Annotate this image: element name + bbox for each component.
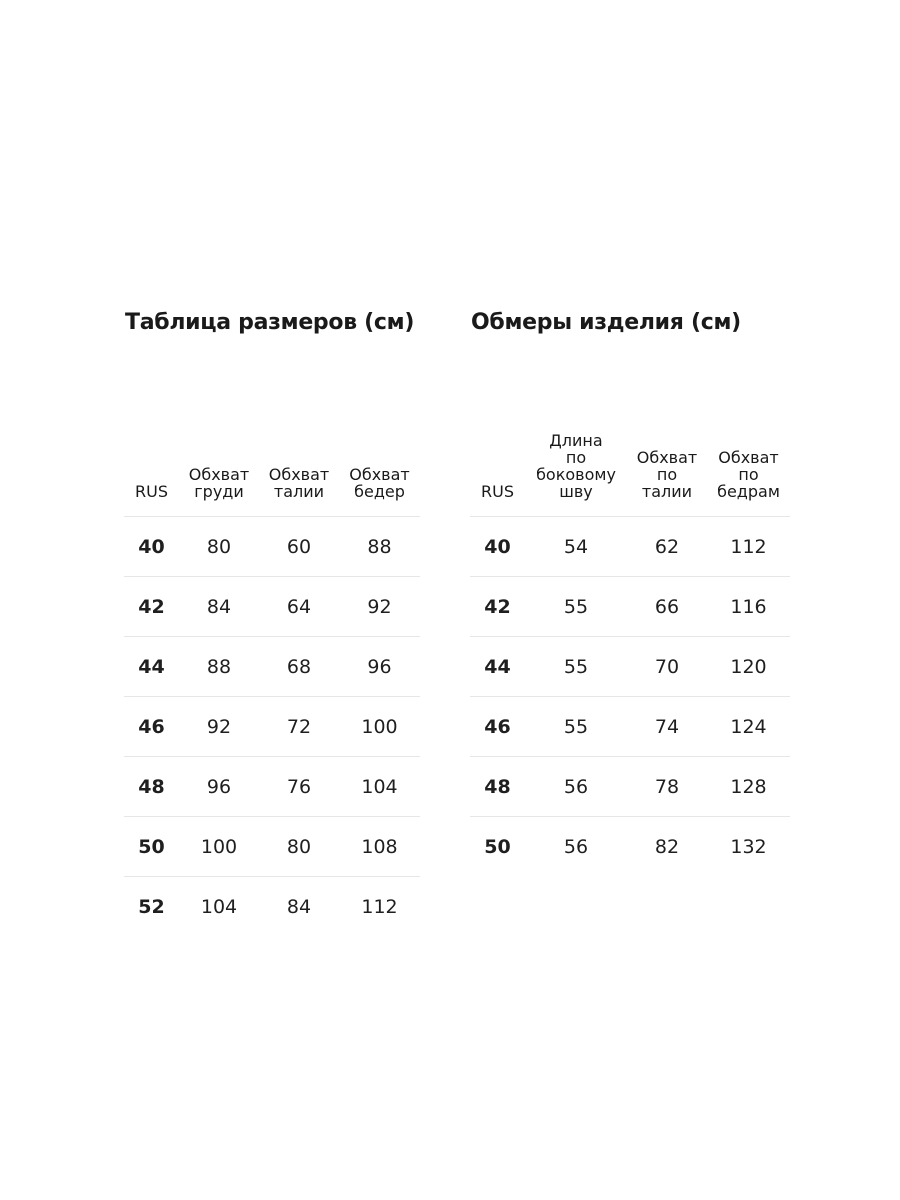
value-cell: 64 <box>259 577 339 637</box>
value-cell: 116 <box>707 577 790 637</box>
size-cell: 44 <box>470 637 525 697</box>
column-header <box>627 412 707 517</box>
size-cell: 50 <box>124 817 179 877</box>
column-header-line: по <box>738 465 759 484</box>
column-header-line: шву <box>559 482 593 501</box>
value-cell: 66 <box>627 577 707 637</box>
value-cell: 80 <box>179 517 259 577</box>
table-row <box>124 817 420 877</box>
size-table-title: Таблица размеров (см) <box>125 310 415 335</box>
value-cell: 56 <box>525 757 627 817</box>
value-cell: 104 <box>339 757 420 817</box>
value-cell: 96 <box>339 637 420 697</box>
size-cell: 40 <box>470 517 525 577</box>
column-header-line: Обхват <box>636 448 698 467</box>
value-cell: 76 <box>259 757 339 817</box>
table-row <box>470 577 790 637</box>
value-cell: 112 <box>361 895 398 918</box>
column-header <box>470 412 525 517</box>
value-cell: 68 <box>259 637 339 697</box>
garment-table-body <box>470 517 790 877</box>
column-header-line: талии <box>273 482 325 501</box>
value-cell: 100 <box>339 697 420 757</box>
table-row <box>470 517 790 577</box>
value-cell: 84 <box>179 577 259 637</box>
value-cell: 80 <box>259 817 339 877</box>
value-cell: 96 <box>179 757 259 817</box>
table-row <box>470 637 790 697</box>
value-cell: 82 <box>654 835 680 858</box>
column-header <box>525 412 627 517</box>
column-header <box>339 412 420 517</box>
size-cell: 50 <box>484 835 511 858</box>
value-cell: 100 <box>179 817 259 877</box>
column-header-line: RUS <box>135 482 168 501</box>
column-header-line: бедер <box>354 482 405 501</box>
size-table-header-row <box>124 412 420 517</box>
value-cell: 92 <box>339 577 420 637</box>
column-header-line: талии <box>641 482 693 501</box>
table-row <box>124 757 420 817</box>
column-header-line: по <box>656 465 678 484</box>
size-table <box>124 412 420 936</box>
table-row <box>124 637 420 697</box>
value-cell: 55 <box>525 697 627 757</box>
value-cell: 108 <box>339 817 420 877</box>
table-row <box>124 577 420 637</box>
column-header-line: бедрам <box>717 482 780 501</box>
table-row <box>124 877 420 937</box>
table-row <box>470 757 790 817</box>
table-row <box>124 697 420 757</box>
size-cell: 44 <box>124 637 179 697</box>
column-header-line: Обхват <box>349 465 410 484</box>
value-cell: 78 <box>627 757 707 817</box>
garment-table-header-row <box>470 412 790 517</box>
table-row <box>470 817 790 877</box>
column-header <box>124 412 179 517</box>
value-cell: 132 <box>730 835 767 858</box>
size-cell: 48 <box>124 757 179 817</box>
value-cell: 72 <box>259 697 339 757</box>
value-cell: 128 <box>707 757 790 817</box>
value-cell: 55 <box>525 637 627 697</box>
value-cell: 88 <box>339 517 420 577</box>
size-cell: 46 <box>124 697 179 757</box>
value-cell: 88 <box>179 637 259 697</box>
column-header-line: Обхват <box>718 448 779 467</box>
table-row <box>124 517 420 577</box>
value-cell: 74 <box>627 697 707 757</box>
size-cell: 48 <box>470 757 525 817</box>
column-header <box>259 412 339 517</box>
value-cell: 56 <box>563 835 589 858</box>
size-cell: 46 <box>470 697 525 757</box>
value-cell: 70 <box>627 637 707 697</box>
column-header-line: по <box>565 448 587 467</box>
value-cell: 62 <box>627 517 707 577</box>
value-cell: 112 <box>707 517 790 577</box>
value-cell: 84 <box>286 895 312 918</box>
value-cell: 104 <box>200 895 238 918</box>
column-header-line: Обхват <box>188 465 250 484</box>
garment-table-title: Обмеры изделия (см) <box>471 310 741 335</box>
size-cell: 42 <box>470 577 525 637</box>
column-header-line: RUS <box>481 482 514 501</box>
value-cell: 60 <box>259 517 339 577</box>
value-cell: 92 <box>179 697 259 757</box>
size-cell: 40 <box>124 517 179 577</box>
size-cell: 52 <box>138 895 165 918</box>
value-cell: 54 <box>525 517 627 577</box>
column-header-line: груди <box>194 482 244 501</box>
size-table-body <box>124 517 420 937</box>
table-row <box>470 697 790 757</box>
column-header-line: боковому <box>536 465 616 484</box>
value-cell: 55 <box>525 577 627 637</box>
column-header-line: Обхват <box>268 465 330 484</box>
garment-table <box>470 412 790 876</box>
column-header-line: Длина <box>549 431 603 450</box>
value-cell: 120 <box>707 637 790 697</box>
value-cell: 124 <box>707 697 790 757</box>
size-cell: 42 <box>124 577 179 637</box>
column-header <box>707 412 790 517</box>
column-header <box>179 412 259 517</box>
